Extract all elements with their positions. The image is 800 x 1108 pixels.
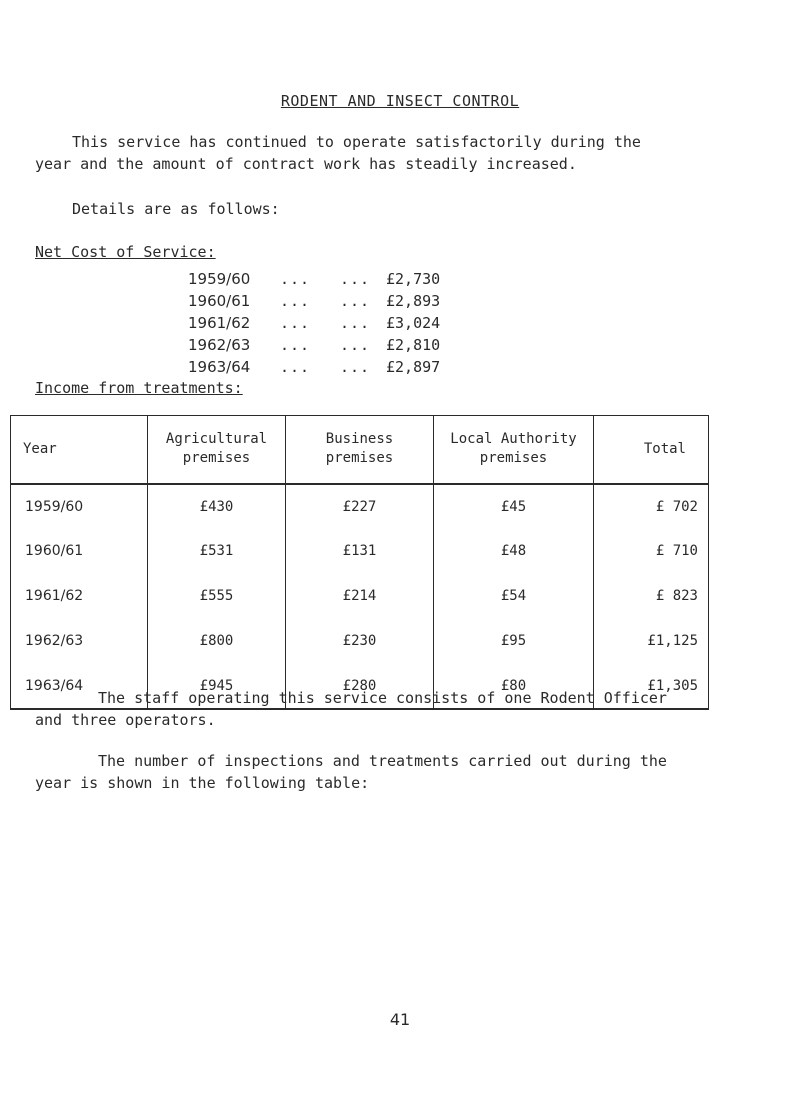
cell-total: £1,125 <box>594 619 709 664</box>
cell-business: £227 <box>286 484 434 529</box>
staff-line-2: and three operators. <box>35 711 216 729</box>
leader-dots: ... <box>280 292 311 310</box>
details-label: Details are as follows: <box>72 200 280 218</box>
cell-year: 1963/64 <box>11 664 148 709</box>
cell-business: £214 <box>286 574 434 619</box>
net-cost-amount: £3,024 <box>386 314 441 332</box>
net-cost-year: 1963/64 <box>188 358 251 376</box>
table-row <box>11 529 709 574</box>
column-header-year: Year <box>11 416 148 484</box>
intro-line-1: This service has continued to operate satisfactorily during the <box>72 133 641 151</box>
leader-dots: ... <box>340 358 371 376</box>
cell-local-authority: £80 <box>434 664 594 709</box>
leader-dots: ... <box>340 314 371 332</box>
cell-local-authority: £54 <box>434 574 594 619</box>
cell-year: 1961/62 <box>11 574 148 619</box>
cell-total: £1,305 <box>594 664 709 709</box>
cell-agricultural: £555 <box>148 574 286 619</box>
net-cost-year: 1959/60 <box>188 270 251 288</box>
cell-year: 1959/60 <box>11 484 148 529</box>
cell-local-authority: £45 <box>434 484 594 529</box>
net-cost-amount: £2,897 <box>386 358 441 376</box>
cell-agricultural: £800 <box>148 619 286 664</box>
page-number: 41 <box>389 1010 411 1029</box>
cell-year: 1962/63 <box>11 619 148 664</box>
cell-total: £ 710 <box>594 529 709 574</box>
column-header-agricultural: Agricultural premises <box>148 416 286 484</box>
staff-line-1: The staff operating this service consists of one Rodent Officer <box>98 689 667 707</box>
net-cost-amount: £2,810 <box>386 336 441 354</box>
cell-year: 1960/61 <box>11 529 148 574</box>
leader-dots: ... <box>280 314 311 332</box>
table-row <box>11 574 709 619</box>
net-cost-year: 1962/63 <box>188 336 251 354</box>
cell-agricultural: £430 <box>148 484 286 529</box>
cell-business: £280 <box>286 664 434 709</box>
table-header-row <box>11 416 709 484</box>
cell-local-authority: £95 <box>434 619 594 664</box>
income-heading: Income from treatments: <box>35 379 243 397</box>
cell-business: £131 <box>286 529 434 574</box>
net-cost-year: 1960/61 <box>188 292 251 310</box>
net-cost-heading: Net Cost of Service: <box>35 243 216 261</box>
intro-line-2: year and the amount of contract work has steadily increased. <box>35 155 577 173</box>
leader-dots: ... <box>280 358 311 376</box>
column-header-total: Total <box>594 416 709 484</box>
cell-local-authority: £48 <box>434 529 594 574</box>
column-header-business: Business premises <box>286 416 434 484</box>
cell-total: £ 702 <box>594 484 709 529</box>
leader-dots: ... <box>340 336 371 354</box>
table-row <box>11 484 709 529</box>
cell-business: £230 <box>286 619 434 664</box>
cell-agricultural: £945 <box>148 664 286 709</box>
table-row <box>11 619 709 664</box>
leader-dots: ... <box>280 336 311 354</box>
inspections-line-1: The number of inspections and treatments carried out during the <box>98 752 667 770</box>
page-title: RODENT AND INSECT CONTROL <box>280 92 520 110</box>
leader-dots: ... <box>340 270 371 288</box>
leader-dots: ... <box>340 292 371 310</box>
net-cost-year: 1961/62 <box>188 314 251 332</box>
cell-total: £ 823 <box>594 574 709 619</box>
cell-agricultural: £531 <box>148 529 286 574</box>
income-table <box>10 415 709 710</box>
net-cost-amount: £2,730 <box>386 270 441 288</box>
inspections-line-2: year is shown in the following table: <box>35 774 370 792</box>
column-header-local-authority: Local Authority premises <box>434 416 594 484</box>
leader-dots: ... <box>280 270 311 288</box>
net-cost-amount: £2,893 <box>386 292 441 310</box>
